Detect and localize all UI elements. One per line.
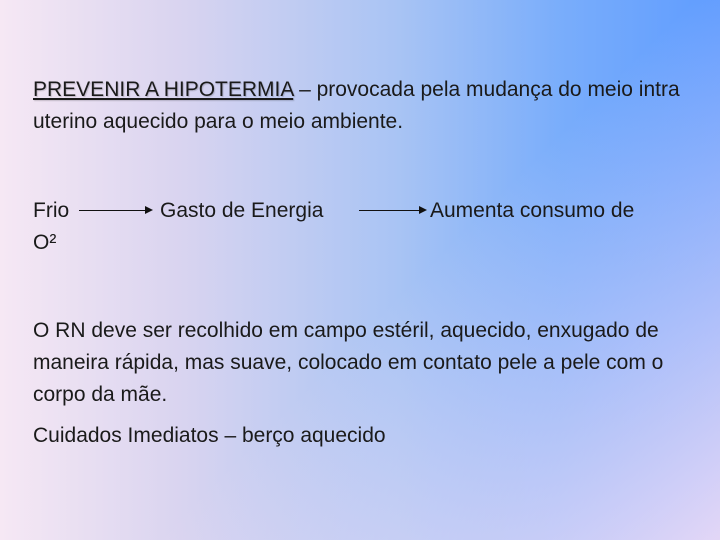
heading-title: PREVENIR A HIPOTERMIA xyxy=(33,78,294,101)
heading-description: – provocada pela mudança do meio intra uterino aquecido para o meio ambiente. xyxy=(33,78,680,133)
flow-step-cold: Frio xyxy=(33,199,70,222)
flow-step-energy: Gasto de Energia xyxy=(160,199,324,222)
care-paragraph: O RN deve ser recolhido em campo estéril, aquecido, enxugado de maneira rápida, mas suave, colocado em contato pele a pele com o corpo da mãe. xyxy=(33,319,664,406)
arrow-right-icon xyxy=(359,210,425,211)
immediate-care-line: Cuidados Imediatos – berço aquecido xyxy=(33,424,386,447)
flow-step-oxygen-continued: O² xyxy=(33,231,57,254)
heading-paragraph xyxy=(33,74,683,138)
flow-step-oxygen: Aumenta consumo de xyxy=(430,199,635,222)
arrow-right-icon xyxy=(79,210,151,211)
